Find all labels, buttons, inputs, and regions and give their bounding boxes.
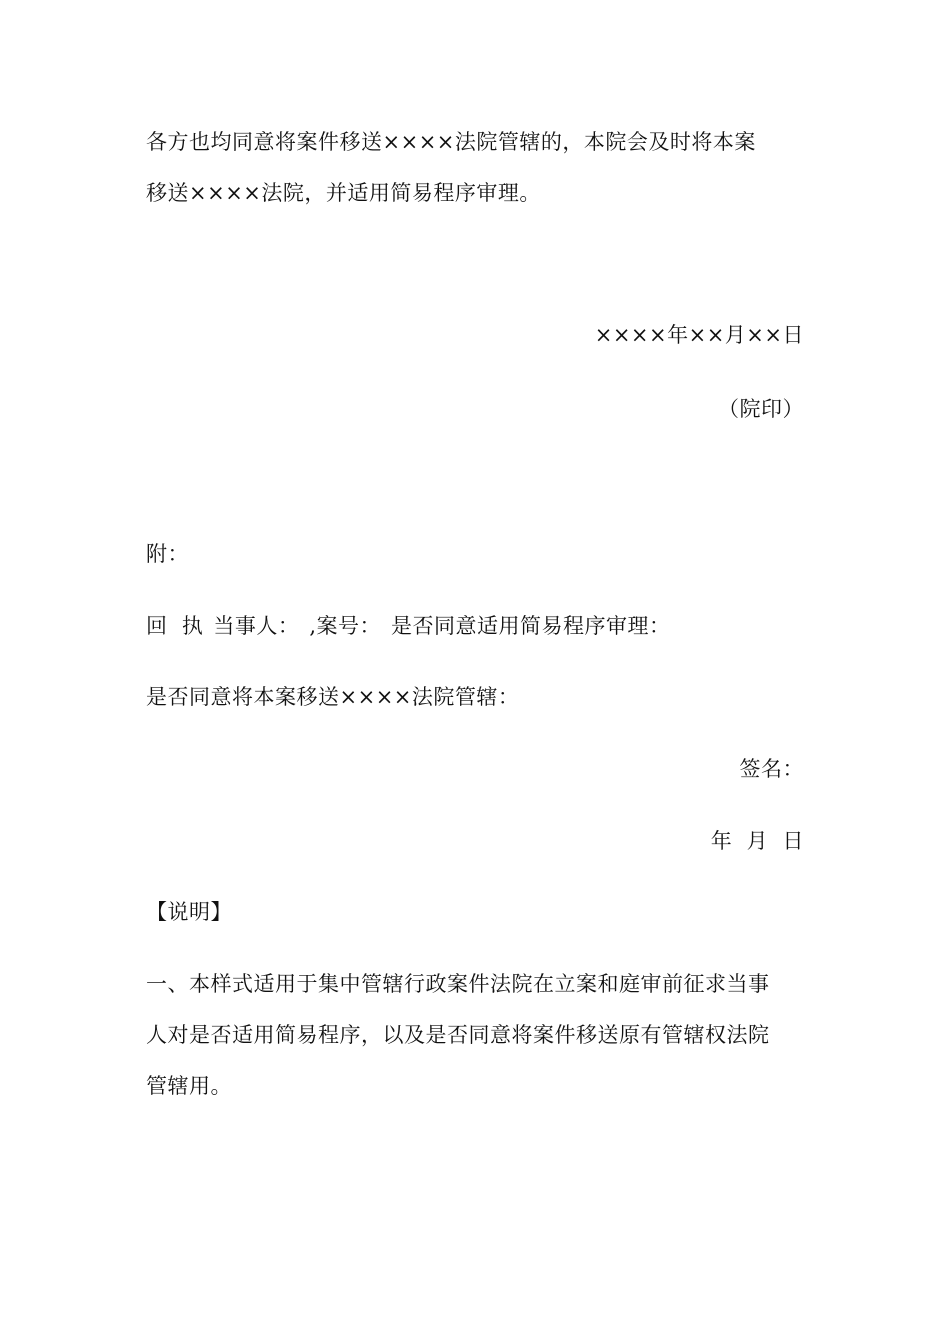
notice-line-2: 移送××××法院，并适用简易程序审理。 bbox=[146, 181, 541, 205]
date-blank: 年 月 日 bbox=[710, 829, 804, 853]
simple-procedure-question: 是否同意适用简易程序审理： bbox=[391, 614, 671, 638]
signature-label: 签名： bbox=[739, 757, 804, 781]
party-label: 当事人： bbox=[213, 614, 300, 638]
document-date: ××××年××月××日 bbox=[594, 323, 804, 347]
receipt-line bbox=[146, 612, 671, 640]
notice-line-1: 各方也均同意将案件移送××××法院管辖的，本院会及时将本案 bbox=[146, 130, 756, 154]
notes-heading: 【说明】 bbox=[146, 900, 232, 924]
case-number-label: ,案号： bbox=[309, 614, 382, 638]
attachment-label: 附： bbox=[146, 542, 189, 566]
notes-item-1-line-2: 人对是否适用简易程序，以及是否同意将案件移送原有管辖权法院 bbox=[146, 1023, 770, 1047]
receipt-title: 回 执 bbox=[146, 614, 204, 638]
transfer-question: 是否同意将本案移送××××法院管辖： bbox=[146, 685, 520, 709]
notes-item-1-line-1: 一、本样式适用于集中管辖行政案件法院在立案和庭审前征求当事 bbox=[146, 972, 770, 996]
notes-item-1-line-3: 管辖用。 bbox=[146, 1074, 232, 1098]
court-seal-label: （院印） bbox=[718, 397, 804, 421]
